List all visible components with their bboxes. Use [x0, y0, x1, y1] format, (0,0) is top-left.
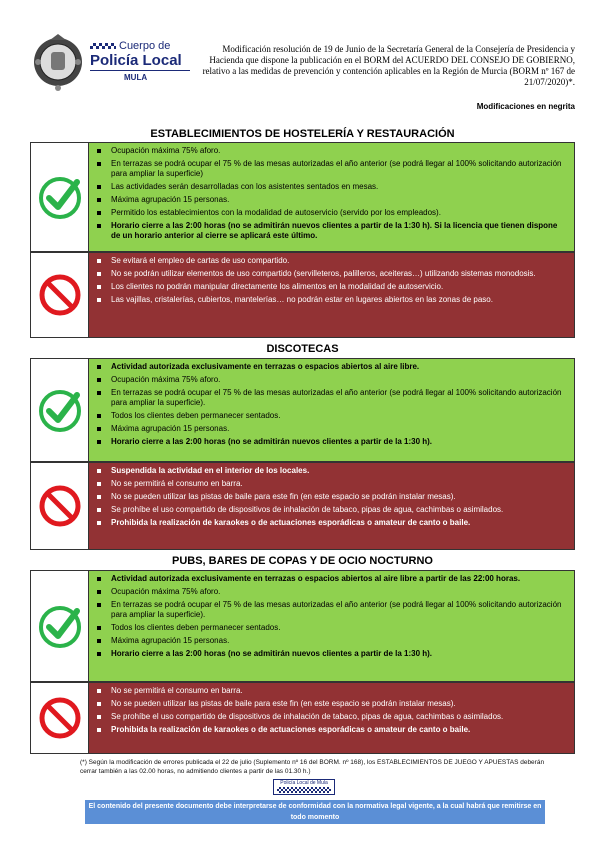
icon-cell	[31, 359, 89, 461]
list-item: Ocupación máxima 75% aforo.	[97, 375, 568, 385]
list-item: En terrazas se podrá ocupar el 75 % de las mesas autorizadas el año anterior (se podrá llegar al 100% solicitando autorización para ampliar la superficie).	[97, 388, 568, 408]
list-item: Horario cierre a las 2:00 horas (no se admitirán nuevos clientes a partir de la 1:30 h). Si la licencia que tienen dispone de un horario anterior al cierre se aplicará este último.	[97, 221, 568, 241]
prohibited-icon	[37, 695, 83, 741]
list-item: Máxima agrupación 15 personas.	[97, 195, 568, 205]
list-item: Ocupación máxima 75% aforo.	[97, 146, 568, 156]
logo-top-text: Cuerpo de	[119, 40, 171, 52]
allowed-list	[97, 574, 568, 659]
document-header	[30, 30, 575, 124]
prohibited-icon	[37, 483, 83, 529]
allowed-list	[97, 146, 568, 241]
check-icon	[37, 174, 83, 220]
check-icon	[37, 387, 83, 433]
list-item: Horario cierre a las 2:00 horas (no se admitirán nuevos clientes a partir de la 1:30 h).	[97, 649, 568, 659]
police-shield-icon	[32, 32, 84, 94]
legal-disclaimer-bar: El contenido del presente documento debe interpretarse de conformidad con la normativa legal vigente, a la cual habrá que remitirse en todo momento	[85, 800, 545, 824]
list-item: Los clientes no podrán manipular directamente los alimentos en la modalidad de autoservicio.	[97, 282, 568, 292]
section-title-hosteleria: ESTABLECIMIENTOS DE HOSTELERÍA Y RESTAURACIÓN	[150, 128, 455, 140]
list-item: Prohibida la realización de karaokes o de actuaciones esporádicas o amateur de canto o baile.	[97, 518, 568, 528]
section-title-discotecas: DISCOTECAS	[266, 343, 339, 355]
prohibited-icon	[37, 272, 83, 318]
list-item: Se evitará el empleo de cartas de uso compartido.	[97, 256, 568, 266]
checker-band-icon	[277, 787, 331, 793]
list-item: Permitido los establecimientos con la modalidad de autoservicio (servido por los empleados).	[97, 208, 568, 218]
forbidden-list	[97, 686, 568, 735]
icon-cell	[31, 143, 89, 251]
forbidden-block-discotecas	[30, 462, 575, 550]
list-item: Prohibida la realización de karaokes o de actuaciones esporádicas o amateur de canto o baile.	[97, 725, 568, 735]
icon-cell	[31, 253, 89, 337]
footnote: (*) Según la modificación de errores publicada el 22 de julio (Suplemento nº 16 del BORM. nº 168), los ESTABLECIMIENTOS DE JUEGO Y APUESTAS deberán cerrar también a las 02.00 horas, no admitiendo clientes a partir de las 01.30 h.)	[80, 759, 545, 775]
list-item: En terrazas se podrá ocupar el 75 % de las mesas autorizadas el año anterior (se podrá llegar al 100% solicitando autorización para ampliar la superficie)	[97, 159, 568, 179]
list-item: No se permitirá el consumo en barra.	[97, 686, 568, 696]
police-stamp	[273, 779, 335, 795]
forbidden-list	[97, 466, 568, 528]
list-item: Todos los clientes deben permanecer sentados.	[97, 623, 568, 633]
forbidden-block-pubs	[30, 682, 575, 754]
list-item: Ocupación máxima 75% aforo.	[97, 587, 568, 597]
list-item: Todos los clientes deben permanecer sentados.	[97, 411, 568, 421]
modifications-note: Modificaciones en negrita	[476, 102, 575, 111]
list-item: Se prohíbe el uso compartido de dispositivos de inhalación de tabaco, pipas de agua, cachimbas o asimilados.	[97, 505, 568, 515]
allowed-block-discotecas	[30, 358, 575, 462]
forbidden-block-hosteleria	[30, 252, 575, 338]
list-item: Máxima agrupación 15 personas.	[97, 636, 568, 646]
list-item: Actividad autorizada exclusivamente en terrazas o espacios abiertos al aire libre.	[97, 362, 568, 372]
list-item: Suspendida la actividad en el interior de los locales.	[97, 466, 568, 476]
logo-divider	[90, 70, 190, 71]
resolution-reference: Modificación resolución de 19 de Junio de la Secretaría General de la Consejería de Presidencia y Hacienda que dispone la publicación en el BORM del ACUERDO DEL CONSEJO DE GOBIERNO, relativo a las medidas de prevención y contención aplicables en la Región de Murcia (BORM nº 167 de 21/07/2020)*.	[202, 44, 575, 87]
list-item: No se pueden utilizar las pistas de baile para este fin (en este espacio se podrán instalar mesas).	[97, 699, 568, 709]
list-item: Las actividades serán desarrolladas con los asistentes sentados en mesas.	[97, 182, 568, 192]
list-item: Actividad autorizada exclusivamente en terrazas o espacios abiertos al aire libre a partir de las 22:00 horas.	[97, 574, 568, 584]
stamp-text: Policía Local de Mula	[280, 780, 328, 786]
list-item: Se prohíbe el uso compartido de dispositivos de inhalación de tabaco, pipas de agua, cachimbas o asimilados.	[97, 712, 568, 722]
list-item: Máxima agrupación 15 personas.	[97, 424, 568, 434]
list-item: No se permitirá el consumo en barra.	[97, 479, 568, 489]
list-item: En terrazas se podrá ocupar el 75 % de las mesas autorizadas el año anterior (se podrá llegar al 100% solicitando autorización para ampliar la superficie).	[97, 600, 568, 620]
icon-cell	[31, 571, 89, 681]
allowed-list	[97, 362, 568, 447]
list-item: Las vajillas, cristalerías, cubiertos, mantelerías… no podrán estar en lugares abiertos en las zonas de paso.	[97, 295, 568, 305]
logo-city-text: MULA	[124, 73, 148, 82]
list-item: No se podrán utilizar elementos de uso compartido (servilleteros, palilleros, aceiteras…) utilizando sistemas monodosis.	[97, 269, 568, 279]
allowed-block-pubs	[30, 570, 575, 682]
list-item: Horario cierre a las 2:00 horas (no se admitirán nuevos clientes a partir de la 1:30 h).	[97, 437, 568, 447]
check-icon	[37, 603, 83, 649]
icon-cell	[31, 683, 89, 753]
forbidden-list	[97, 256, 568, 305]
allowed-block-hosteleria	[30, 142, 575, 252]
section-title-pubs: PUBS, BARES DE COPAS Y DE OCIO NOCTURNO	[172, 555, 433, 567]
logo-main-text: Policía Local	[90, 52, 182, 69]
list-item: No se pueden utilizar las pistas de baile para este fin (en este espacio se podrán instalar mesas).	[97, 492, 568, 502]
icon-cell	[31, 463, 89, 549]
checker-band-icon	[90, 43, 116, 49]
